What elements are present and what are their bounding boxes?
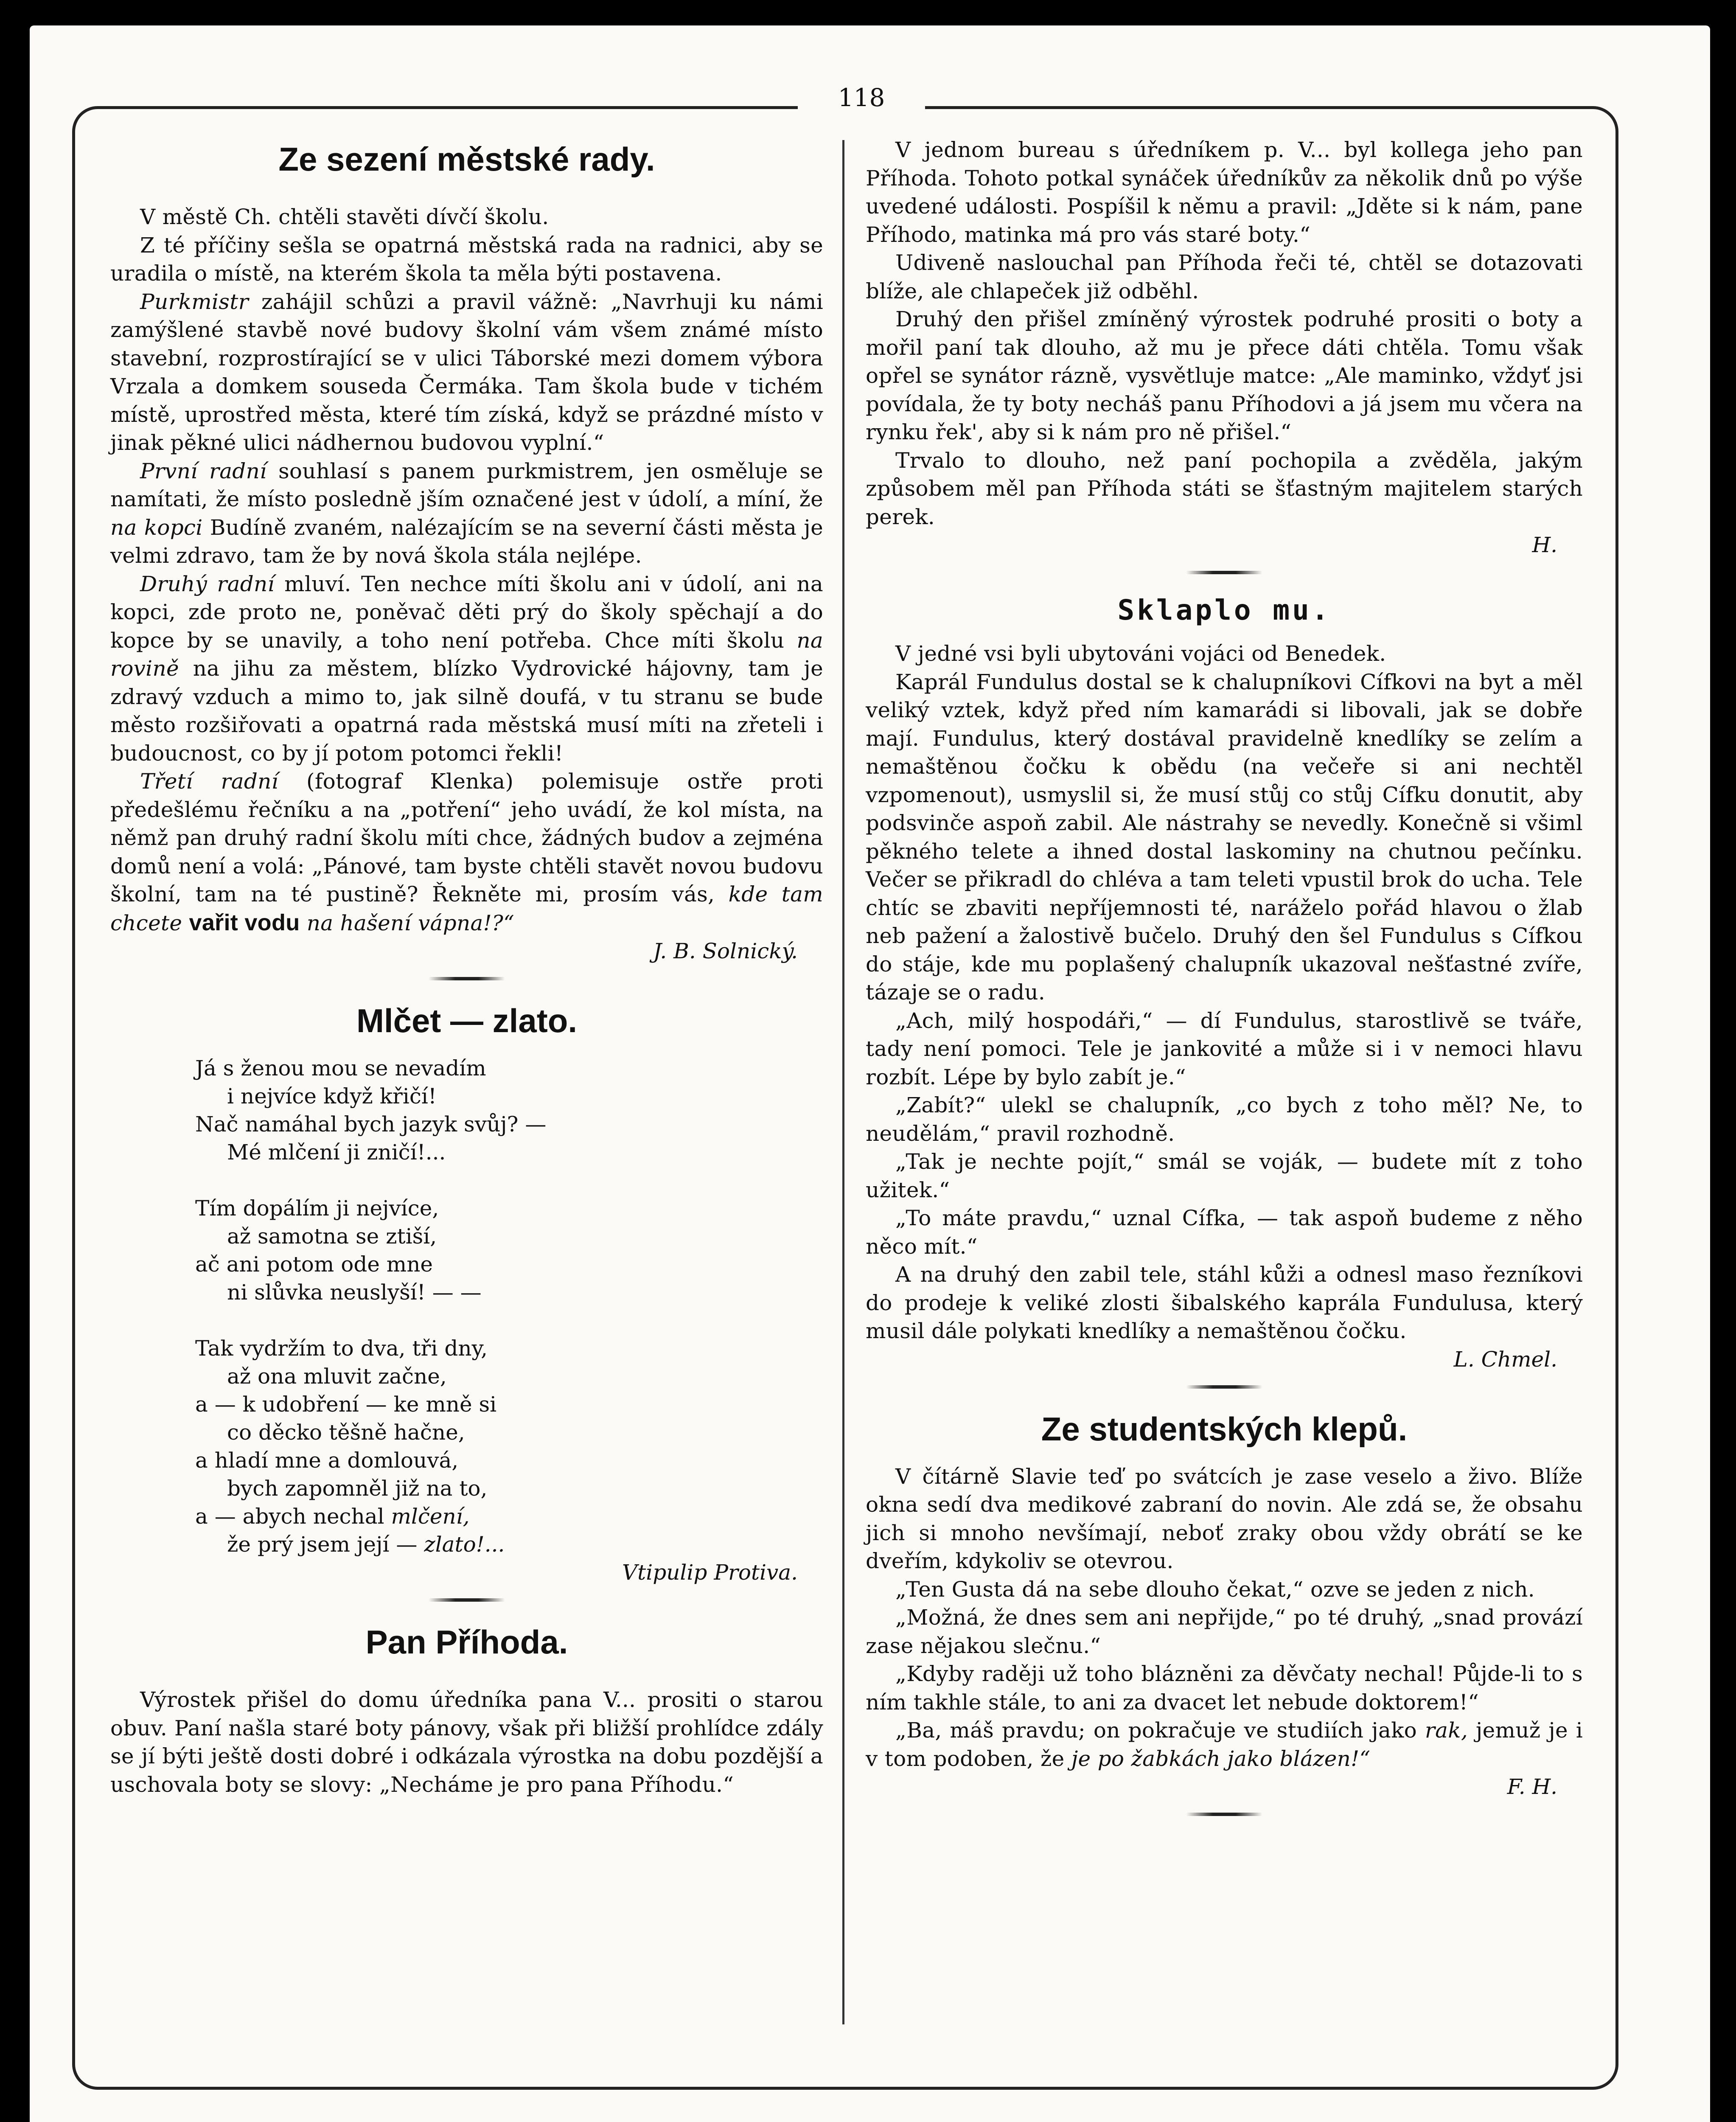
paragraph — [110, 457, 823, 570]
paragraph: A na druhý den zabil tele, stáhl kůži a odnesl maso řezníkovi do prodeje k veliké zlosti šibalského kaprála Fundulusa, který musil dále polykati knedlíky a nemaštěnou čočku. — [866, 1262, 1583, 1343]
paragraph-text: souhlasí s panem purkmistrem, jen osměluje se namítati, že místo posledně jším označené jest v údolí, a míní, že — [110, 458, 823, 511]
verse-line — [195, 1530, 823, 1558]
bold-text: vařit vodu — [189, 909, 300, 935]
paragraph: Výrostek přišel do domu úředníka pana V... prositi o starou obuv. Paní našla staré boty pánovy, však při bližší prohlídce zdály se jí býti ještě dosti dobré i odkázala výrostka na dobu pozdější a uschovala boty se slovy: „Necháme je pro pana Příhodu.“ — [110, 1687, 823, 1797]
signature: J. B. Solnický. — [653, 939, 798, 963]
stanza — [195, 1194, 823, 1306]
paragraph-text: jemuž je i v tom podoben, že — [866, 1718, 1583, 1771]
paragraph: „Tak je nechte pojít,“ smál se voják, — budete mít z toho užitek.“ — [866, 1149, 1583, 1202]
verse-line: Tím dopálím ji nejvíce, — [195, 1196, 439, 1221]
emphasis: mlčení, — [391, 1504, 470, 1529]
verse-line: Mé mlčení ji zničí!... — [227, 1140, 446, 1165]
paragraph: V městě Ch. chtěli stavěti dívčí školu. — [140, 205, 549, 229]
signature: Vtipulip Protiva. — [622, 1560, 798, 1585]
verse-line: i nejvíce když křičí! — [227, 1084, 437, 1109]
article-title: Mlčet — zlato. — [356, 1002, 578, 1039]
verse-text: a — abych nechal — [195, 1504, 384, 1529]
paragraph — [110, 767, 823, 937]
paragraph: „To máte pravdu,“ uznal Cífka, — tak aspoň budeme z něho něco mít.“ — [866, 1206, 1583, 1259]
separator-ornament — [1186, 1813, 1262, 1816]
paragraph-text: „Ba, máš pravdu; on pokračuje ve studiích jako — [895, 1718, 1417, 1743]
paragraph: Udiveně naslouchal pan Příhoda řeči té, chtěl se dotazovati blíže, ale chlapeček již odběhl. — [866, 250, 1583, 303]
paragraph: V jednom bureau s úředníkem p. V... byl kollega jeho pan Příhoda. Tohoto potkal synáček úředníkův za několik dnů po výše uvedené události. Pospíšil k němu a pravil: „Jděte si k nám, pane Příhodo, matinka má pro vás staré boty.“ — [866, 138, 1583, 247]
paragraph — [110, 570, 823, 768]
article-pan-prihoda — [110, 1619, 823, 1799]
verse-line: až ona mluvit začne, — [227, 1364, 447, 1389]
separator-ornament — [1186, 1385, 1262, 1389]
article-ze-sezeni — [110, 136, 823, 965]
paragraph — [866, 1716, 1583, 1773]
signature: F. H. — [1507, 1774, 1557, 1799]
separator-ornament — [1186, 571, 1262, 574]
speaker-label: Purkmistr — [140, 289, 249, 314]
verse-text: že prý jsem její — — [227, 1532, 418, 1557]
paragraph: Kaprál Fundulus dostal se k chalupníkovi Cífkovi na byt a měl veliký vztek, když před ním kamarádi si libovali, jak se dobře mají. Fundulus, který dostával pravidelně knedlíky se zelím a nemaštěnou čočku k obědu (na večeře si ani nechtěl vzpomenout), usmyslil si, že musí stůj co stůj Cífku donutit, aby podsvinče aspoň zabil. Ale nástrahy se nevedly. Konečně si všiml pěkného telete a ihned dostal laskominy na chutnou pečínku. Večer se přikradl do chléva a tam teleti vpustil brok do ucha. Tele chtíc se zbaviti nepříjemnosti té, naráželo pořád hlavou o žlab neb pažení a žalostivě bučelo. Druhý den šel Fundulus s Cífkou do stáje, kde mu poplašený chalupník ukazoval nešťastné zvíře, tázaje se o radu. — [866, 669, 1583, 1005]
article-pan-prihoda-continued — [866, 136, 1583, 559]
verse-line: Nač namáhal bych jazyk svůj? — — [195, 1112, 547, 1137]
article-mlcet-zlato — [110, 997, 823, 1586]
verse-line: bych zapomněl již na to, — [227, 1476, 488, 1501]
paragraph-text: mluví. Ten nechce míti školu ani v údolí, ani na kopci, zde proto ne, poněvač děti prý do školy spěchají a do kopce by se unavily, a toho není potřeba. Chce míti školu — [110, 571, 823, 653]
paragraph-text: zahájil schůzi a pravil vážně: „Navrhuji ku námi zamýšlené stavbě nové budovy školní vám všem známé místo stavební, rozprostírající se v ulici Táborské mezi domem výbora Vrzala a domkem souseda Čermáka. Tam škola bude v tichém místě, uprostřed města, které tím získá, když se prázdné místo v jinak pěkné ulici nádhernou budovou vyplní.“ — [110, 289, 823, 455]
signature: H. — [1532, 533, 1557, 557]
paragraph-text: (fotograf Klenka) polemisuje ostře proti předešlému řečníku a na „potření“ jeho uvádí, že kol místa, na němž pan druhý radní školu míti chce, žádných budov a zejména domů není a volá: „Pánové, tam byste chtěli stavět novou budovu školní, tam na té pustině? Řekněte mi, prosím vás, — [110, 769, 823, 907]
emphasis: na kopci — [110, 515, 203, 540]
paragraph-text: na jihu za městem, blízko Vydrovické hájovny, tam je zdravý vzduch a mimo to, jak silně doufá, v tu stranu se bude město rozšiřovati a opatrná rada městská musí míti na zřeteli i budoucnost, co by jí potom potomci řekli! — [110, 656, 823, 766]
emphasis: na hašení vápna!?“ — [306, 910, 514, 935]
article-title: Sklaplo mu. — [1117, 594, 1331, 626]
speaker-label: Druhý radní — [140, 571, 275, 596]
paragraph: Z té příčiny sešla se opatrná městská rada na radnici, aby se uradila o místě, na kterém škola ta měla býti postavena. — [110, 233, 823, 286]
verse-line: co děcko těšně hačne, — [227, 1420, 465, 1445]
paragraph: „Zabít?“ ulekl se chalupník, „co bych z toho měl? Ne, to neudělám,“ pravil rozhodně. — [866, 1093, 1583, 1146]
article-title: Pan Příhoda. — [365, 1623, 568, 1661]
paragraph — [110, 288, 823, 457]
paragraph: Trvalo to dlouho, než paní pochopila a zvěděla, jakým způsobem měl pan Příhoda státi se šťastným majitelem starých perek. — [866, 448, 1583, 529]
verse-line — [195, 1502, 823, 1530]
stanza — [195, 1334, 823, 1558]
paragraph: V jedné vsi byli ubytováni vojáci od Benedek. — [895, 641, 1386, 666]
verse-line: ni slůvka neuslyší! — — — [227, 1280, 482, 1305]
verse-line: a hladí mne a domlouvá, — [195, 1448, 459, 1473]
paragraph: Druhý den přišel zmíněný výrostek podruhé prositi o boty a mořil paní tak dlouho, až mu je přece dáti chtěla. Tomu však opřel se synátor rázně, vysvětluje matce: „Ale maminko, vždyť jsi povídala, že ty boty necháš panu Příhodovi a já jsem mu včera na rynku řek', aby si k nám pro ně přišel.“ — [866, 307, 1583, 444]
speaker-label: Třetí radní — [140, 769, 278, 794]
emphasis: rak, — [1425, 1718, 1468, 1743]
signature: L. Chmel. — [1453, 1347, 1557, 1372]
paragraph: „Možná, že dnes sem ani nepřijde,“ po té druhý, „snad provází zase nějakou slečnu.“ — [866, 1605, 1583, 1658]
verse-line: Já s ženou mou se nevadím — [195, 1056, 486, 1081]
paragraph: „Kdyby raději už toho blázněni za děvčaty nechal! Půjde-li to s ním takhle stále, to ani za dvacet let nebude doktorem!“ — [866, 1662, 1583, 1715]
emphasis: je po žabkách jako blázen!“ — [1071, 1746, 1371, 1771]
paragraph: „Ach, milý hospodáři,“ — dí Fundulus, starostlivě se tváře, tady není pomoci. Tele je jankovité a může si i v nemoci hlavu rozbít. Lépe by bylo zabít je.“ — [866, 1008, 1583, 1089]
verse-line: až samotna se ztiší, — [227, 1224, 437, 1249]
speaker-label: První radní — [140, 458, 267, 483]
article-title: Ze studentských klepů. — [1041, 1410, 1408, 1448]
emphasis: na rovině — [110, 628, 823, 681]
stanza — [195, 1054, 823, 1166]
article-title: Ze sezení městské rady. — [278, 140, 655, 178]
right-column — [866, 136, 1583, 1833]
paragraph: „Ten Gusta dá na sebe dlouho čekat,“ ozve se jeden z nich. — [895, 1577, 1535, 1602]
article-sklaplo-mu — [866, 591, 1583, 1373]
separator-ornament — [429, 1598, 505, 1602]
page-number: 118 — [798, 81, 925, 115]
verse-line: Tak vydržím to dva, tři dny, — [195, 1336, 488, 1361]
paragraph: V čítárně Slavie teď po svátcích je zase veselo a živo. Blíže okna sedí dva medikové zabraní do novin. Ale zdá se, že obsahu jich si mnoho nevšímají, neboť zraky obou vždy obrátí se ke dveřím, kdykoliv se otevrou. — [866, 1464, 1583, 1573]
left-column — [110, 136, 823, 1799]
article-ze-studentskych-klepu — [866, 1406, 1583, 1801]
verse-line: a — k udobření — ke mně si — [195, 1392, 497, 1417]
paragraph-text: Budíně zvaném, nalézajícím se na severní části města je velmi zdravo, tam že by nová škola stála nejlépe. — [110, 515, 823, 568]
verse-line: ač ani potom ode mne — [195, 1252, 433, 1277]
poem — [110, 1054, 823, 1558]
separator-ornament — [429, 977, 505, 980]
emphasis: kde tam chcete — [110, 882, 823, 935]
column-divider — [842, 140, 844, 2024]
emphasis: zlato!... — [424, 1532, 505, 1557]
